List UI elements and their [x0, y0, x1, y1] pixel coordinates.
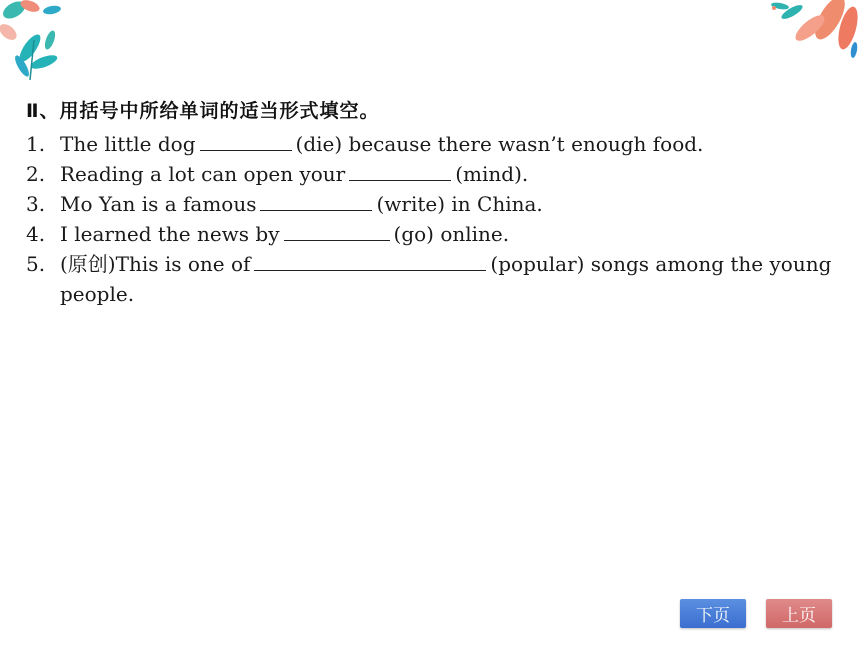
- question-text-after: (die) because there wasn’t enough food.: [295, 132, 704, 156]
- question-item: [26, 159, 836, 189]
- question-text-before: The little dog: [60, 132, 196, 156]
- leaf-decoration-left-icon: [0, 0, 110, 95]
- section-title: Ⅱ、用括号中所给单词的适当形式填空。: [26, 100, 380, 122]
- next-page-button[interactable]: 下页: [680, 599, 746, 628]
- answer-blank[interactable]: [349, 160, 451, 181]
- answer-blank[interactable]: [284, 220, 390, 241]
- question-item: [26, 219, 836, 249]
- question-text-after: (popular) songs among the young people.: [60, 252, 832, 306]
- question-text-before: Reading a lot can open your: [60, 162, 346, 186]
- question-number: 5.: [26, 252, 46, 276]
- question-text-after: (go) online.: [393, 222, 510, 246]
- question-item: [26, 249, 836, 309]
- question-text-after: (mind).: [455, 162, 529, 186]
- answer-blank[interactable]: [254, 250, 486, 271]
- previous-page-button[interactable]: 上页: [766, 599, 832, 628]
- question-number: 3.: [26, 192, 46, 216]
- exercise-content: [26, 96, 836, 309]
- question-number: 2.: [26, 162, 46, 186]
- answer-blank[interactable]: [200, 130, 292, 151]
- question-item: [26, 189, 836, 219]
- question-number: 4.: [26, 222, 46, 246]
- question-text-before: (原创)This is one of: [60, 252, 251, 276]
- question-text-before: I learned the news by: [60, 222, 280, 246]
- question-number: 1.: [26, 132, 46, 156]
- question-text-before: Mo Yan is a famous: [60, 192, 257, 216]
- answer-blank[interactable]: [260, 190, 372, 211]
- leaf-decoration-right-icon: [730, 0, 860, 75]
- question-item: [26, 129, 836, 159]
- question-text-after: (write) in China.: [376, 192, 543, 216]
